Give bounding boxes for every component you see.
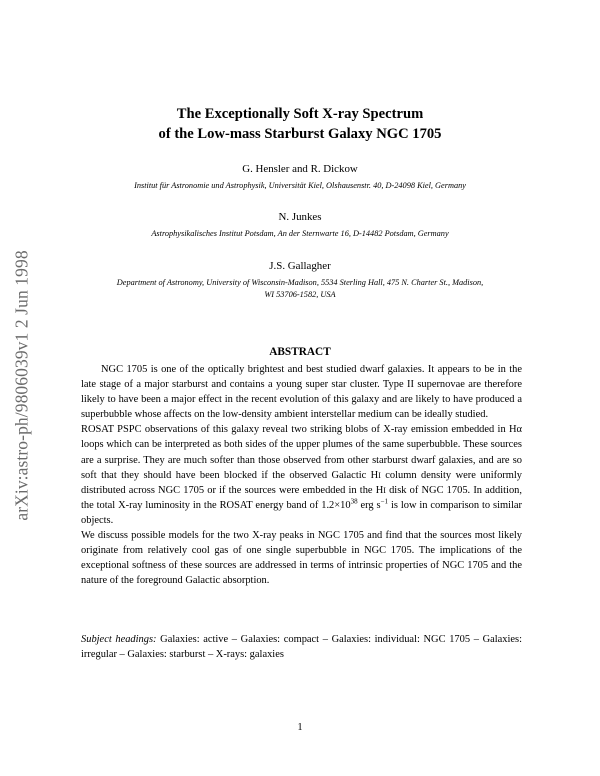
abstract-body	[81, 362, 522, 588]
abstract-p2-part: loops which can be interpreted as both sides of the upper plumes of the same superbubble. These sources are a surprise. They are much softer than those observed from other starburst dwarf galaxies, and are so soft that they should have been blocked if the observed Galactic H	[81, 439, 522, 481]
subject-headings-label: Subject headings:	[81, 634, 157, 645]
affiliation-3-line-1: Department of Astronomy, University of Wisconsin-Madison, 5534 Sterling Hall, 475 N. Charter St., Madison,	[116, 278, 484, 287]
page-number: 1	[297, 722, 303, 733]
author-names-3: J.S. Gallagher	[269, 260, 331, 272]
abstract-p2-part: is low in comparison to similar objects.	[81, 499, 522, 526]
hi-roman-numeral: I	[383, 485, 386, 495]
abstract-p2-part: column density were uniformly distributed across NGC 1705 or if the sources were embedded in the H	[81, 469, 523, 496]
title-line-1: The Exceptionally Soft X-ray Spectrum	[176, 106, 424, 122]
subject-headings	[81, 632, 522, 662]
affiliation-1: Institut für Astronomie und Astrophysik, Universität Kiel, Olshausenstr. 40, D-24098 Kiel, Germany	[134, 181, 466, 190]
unit-exponent: −1	[380, 497, 389, 506]
arxiv-identifier: arXiv:astro-ph/9806039v1 2 Jun 1998	[11, 249, 32, 521]
paper-title	[60, 104, 540, 144]
luminosity-exponent: 38	[350, 497, 358, 506]
abstract-p2-part: erg s	[357, 499, 381, 511]
hi-roman-numeral: I	[378, 470, 381, 480]
abstract-p2-part: disk of NGC 1705. In addition, the total X-ray luminosity in the ROSAT energy band of 1.2×10	[81, 484, 522, 511]
subject-headings-text: Galaxies: active – Galaxies: compact – Galaxies: individual: NGC 1705 – Galaxies: irregular – Galaxies: starburst – X-rays: galaxies	[81, 634, 522, 661]
abstract-paragraph-3: We discuss possible models for the two X-ray peaks in NGC 1705 and find that the sources most likely originate from relatively cool gas of one single superbubble in NGC 1705. The implications of the exceptional softness of these sources are addressed in terms of intrinsic properties of NGC 1705 and the nature of the foreground Galactic absorption.	[81, 530, 522, 587]
abstract-p2-part: ROSAT PSPC observations of this galaxy reveal two striking blobs of X-ray emission embedded in H	[81, 424, 517, 436]
affiliation-3-line-2: WI 53706-1582, USA	[264, 290, 336, 299]
halpha-greek-symbol: α	[516, 424, 522, 436]
abstract-paragraph-1: NGC 1705 is one of the optically brightest and best studied dwarf galaxies. It appears to be in the late stage of a major starburst and contains a young super star cluster. Type II supernovae are therefore likely to have been a major effect in the recent evolution of this galaxy and are likely to have produced a superbubble whose affects on the low-density ambient interstellar medium can be ideally studied.	[81, 364, 522, 421]
arxiv-stamp	[10, 205, 34, 565]
affiliation-2: Astrophysikalisches Institut Potsdam, An der Sternwarte 16, D-14482 Potsdam, Germany	[151, 229, 449, 238]
author-names-2: N. Junkes	[278, 211, 322, 223]
abstract-heading: ABSTRACT	[269, 346, 331, 358]
abstract-paragraph-2	[81, 422, 522, 528]
author-names-1: G. Hensler and R. Dickow	[242, 163, 358, 175]
title-line-2: of the Low-mass Starburst Galaxy NGC 1705	[158, 126, 442, 142]
